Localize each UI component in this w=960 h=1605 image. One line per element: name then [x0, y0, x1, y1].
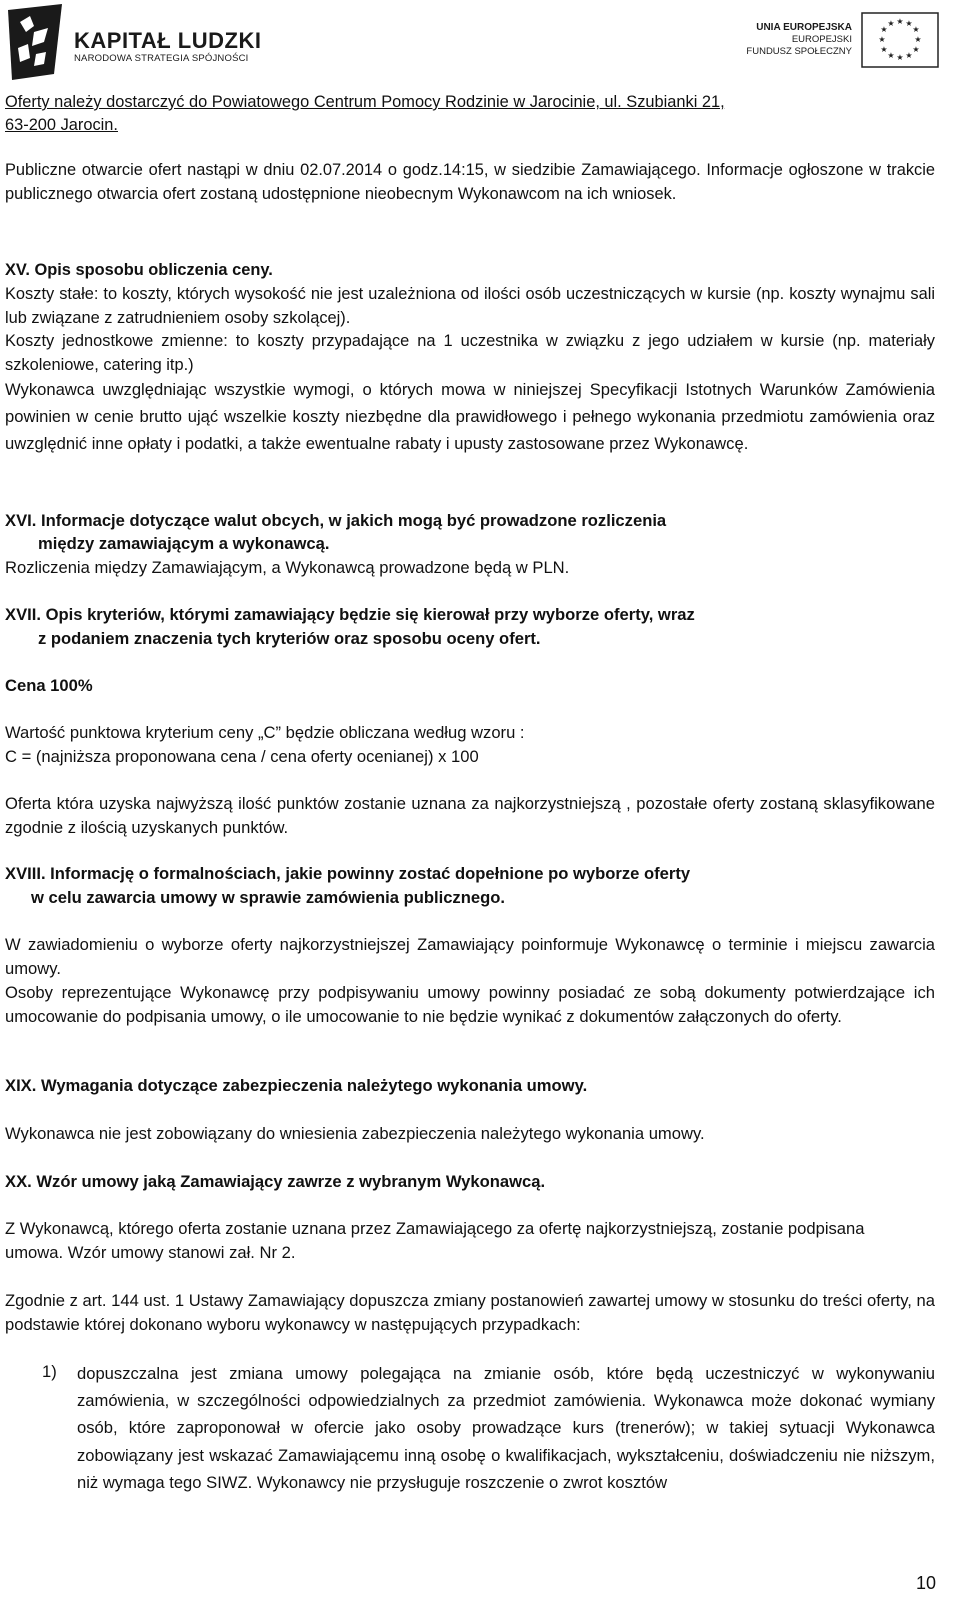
svg-text:★: ★	[905, 51, 913, 60]
eu-logo-text	[742, 22, 852, 58]
section-16-heading-line1: XVI. Informacje dotyczące walut obcych, w jakich mogą być prowadzone rozliczenia	[5, 511, 667, 530]
section-15-variable-costs: Koszty jednostkowe zmienne: to koszty przypadające na 1 uczestnika w związku z jego udziałem w kursie (np. materiały szkoleniowe, catering itp.)	[5, 332, 935, 374]
section-18-heading-line2: w celu zawarcia umowy w sprawie zamówienia publicznego.	[31, 888, 505, 907]
section-19-heading: XIX. Wymagania dotyczące zabezpieczenia należytego wykonania umowy.	[5, 1076, 588, 1095]
section-17-heading-line1: XVII. Opis kryteriów, którymi zamawiający będzie się kierował przy wyborze oferty, wraz	[5, 605, 695, 624]
formula-line2: C = (najniższa proponowana cena / cena oferty ocenianej) x 100	[5, 747, 479, 766]
section-16-text: Rozliczenia między Zamawiającym, a Wykonawcą prowadzone będą w PLN.	[5, 558, 570, 577]
list-item-number: 1)	[42, 1362, 57, 1381]
svg-text:★: ★	[896, 17, 904, 26]
svg-text:★: ★	[880, 45, 888, 54]
svg-text:★: ★	[896, 53, 904, 62]
eu-logo-line1: UNIA EUROPEJSKA	[756, 22, 852, 33]
svg-text:★: ★	[912, 25, 920, 34]
section-17-heading-line2: z podaniem znaczenia tych kryteriów oraz sposobu oceny ofert.	[38, 629, 541, 648]
section-20-amendments: Zgodnie z art. 144 ust. 1 Ustawy Zamawiający dopuszcza zmiany postanowień zawartej umowy w stosunku do treści oferty, na podstawie której dokonano wyboru wykonawcy w następujących przypadkach:	[5, 1291, 935, 1334]
section-20-text: Z Wykonawcą, którego oferta zostanie uznana przez Zamawiającego za ofertę najkorzystniejszą, zostanie podpisana umowa. Wzór umowy stanowi zał. Nr 2.	[5, 1219, 865, 1262]
list-item-text: dopuszczalna jest zmiana umowy polegająca na zmianie osób, które będą uczestniczyć w wykonywaniu zamówienia, w szczególności odpowiedzialnych za przedmiot zamówienia. Wykonawca może dokonać wymiany osób, które zaproponował w ofercie jako osoby prowadzące kurs (trenerów); w takiej sytuacji Wykonawca zobowiązany jest wskazać Zamawiającemu inną osobę o kwalifikacjach, wykształceniu, doświadczeniu nie niższym, niż wymaga tego SIWZ. Wykonawcy nie przysługuje roszczenie o zwrot kosztów	[77, 1364, 935, 1492]
section-15-price-info: Wykonawca uwzględniając wszystkie wymogi, o których mowa w niniejszej Specyfikacji Istotnych Warunków Zamówienia powinien w cenie brutto ująć wszelkie koszty niezbędne dla prawidłowego i pełnego wykonania przedmiotu zamówienia oraz uwzględnić inne opłaty i podatki, a także ewentualne rabaty i upusty zastosowane przez Wykonawcę.	[5, 380, 935, 453]
criterion-label: Cena 100%	[5, 676, 93, 695]
svg-text:★: ★	[905, 19, 913, 28]
section-15-heading: XV. Opis sposobu obliczenia ceny.	[5, 261, 273, 279]
delivery-address-line1: Oferty należy dostarczyć do Powiatowego Centrum Pomocy Rodzinie w Jarocinie, ul. Szubianki 21,	[5, 93, 725, 111]
delivery-address-line2: 63-200 Jarocin.	[5, 116, 118, 134]
svg-text:★: ★	[914, 35, 922, 44]
svg-text:★: ★	[887, 19, 895, 28]
section-15-fixed-costs: Koszty stałe: to koszty, których wysokość nie jest uzależniona od ilości osób uczestniczących w kursie (np. koszty wynajmu sali lub związane z zatrudnieniem osoby szkolącej).	[5, 285, 935, 327]
svg-text:★: ★	[878, 35, 886, 44]
opening-info: Publiczne otwarcie ofert nastąpi w dniu 02.07.2014 o godz.14:15, w siedzibie Zamawiającego. Informacje ogłoszone w trakcie publicznego otwarcia ofert zostaną udostępnione nieobecnym Wykonawcom na ich wniosek.	[5, 161, 935, 203]
page-number: 10	[915, 1573, 936, 1593]
page-header	[0, 0, 960, 86]
formula-line1: Wartość punktowa kryterium ceny „C” będzie obliczana według wzoru :	[5, 723, 525, 742]
section-18-representation: Osoby reprezentujące Wykonawcę przy podpisywaniu umowy powinny posiadać ze sobą dokumenty potwierdzające ich umocowanie do podpisania umowy, o ile umocowanie to nie będzie wynikać z dokumentów załączonych do oferty.	[5, 983, 935, 1026]
logo-title: KAPITAŁ LUDZKI	[74, 28, 262, 53]
section-20-heading: XX. Wzór umowy jaką Zamawiający zawrze z wybranym Wykonawcą.	[5, 1172, 546, 1191]
section-19-text: Wykonawca nie jest zobowiązany do wniesienia zabezpieczenia należytego wykonania umowy.	[5, 1124, 705, 1143]
section-18-notice: W zawiadomieniu o wyborze oferty najkorzystniejszej Zamawiający poinformuje Wykonawcę o terminie i miejscu zawarcia umowy.	[5, 935, 935, 978]
svg-text:★: ★	[887, 51, 895, 60]
section-17-text: Oferta która uzyska najwyższą ilość punktów zostanie uznana za najkorzystniejszą , pozostałe oferty zostaną sklasyfikowane zgodnie z ilością uzyskanych punktów.	[5, 794, 935, 837]
svg-text:★: ★	[912, 45, 920, 54]
eu-logo-line3: FUNDUSZ SPOŁECZNY	[746, 46, 852, 57]
svg-text:★: ★	[880, 25, 888, 34]
logo-subtitle: NARODOWA STRATEGIA SPÓJNOŚCI	[74, 53, 249, 64]
eu-flag-icon	[861, 12, 939, 68]
section-16-heading-line2: między zamawiającym a wykonawcą.	[38, 534, 330, 553]
section-18-heading-line1: XVIII. Informację o formalnościach, jakie powinny zostać dopełnione po wyborze oferty	[5, 864, 691, 883]
eu-logo-line2: EUROPEJSKI	[791, 34, 852, 45]
